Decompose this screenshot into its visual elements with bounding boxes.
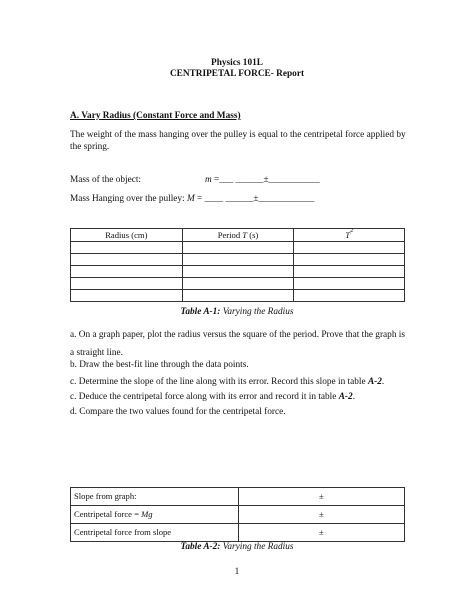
table-a1-caption: Table A-1: Varying the Radius (180, 307, 294, 317)
table-cell[interactable] (71, 242, 183, 254)
report-title: CENTRIPETAL FORCE- Report (169, 69, 305, 79)
header-period: Period T (s) (182, 229, 294, 242)
header-radius: Radius (cm) (71, 229, 183, 242)
centripetal-force-mg-value[interactable]: ± (238, 506, 404, 524)
table-cell[interactable] (294, 290, 405, 302)
centripetal-force-mg-label: Centripetal force = Mg (71, 506, 239, 524)
question-b: b. Draw the best-fit line through the data points. (70, 360, 249, 370)
header-period-squared: $T^2$ (294, 229, 405, 242)
table-cell[interactable] (182, 254, 294, 266)
table-cell[interactable] (182, 266, 294, 278)
table-row (71, 506, 405, 524)
table-row (71, 524, 405, 542)
table-row (71, 266, 405, 278)
mass-hanging-var: M (186, 194, 195, 204)
table-cell[interactable] (294, 278, 405, 290)
table-row (71, 488, 405, 506)
table-a1 (70, 228, 405, 302)
table-cell[interactable] (71, 266, 183, 278)
table-row (71, 278, 405, 290)
table-a2-caption: Table A-2: Varying the Radius (180, 542, 294, 552)
table-cell[interactable] (182, 290, 294, 302)
table-cell[interactable] (294, 254, 405, 266)
table-cell[interactable] (182, 242, 294, 254)
mass-hanging-field[interactable] (70, 194, 314, 206)
table-cell[interactable] (294, 242, 405, 254)
mass-hanging-blank: = ____ ______±____________ (194, 194, 315, 204)
question-d: c. Deduce the centripetal force along with its error and record it in table A-2. (70, 392, 356, 402)
table-cell[interactable] (182, 278, 294, 290)
mass-object-label: Mass of the object: (70, 175, 142, 185)
table-cell[interactable] (71, 290, 183, 302)
slope-value[interactable]: ± (238, 488, 404, 506)
section-a-title: A. Vary Radius (Constant Force and Mass) (70, 111, 241, 121)
table-cell[interactable] (71, 278, 183, 290)
page-number: 1 (234, 567, 240, 577)
question-e: d. Compare the two values found for the centripetal force. (70, 407, 286, 417)
table-row (71, 254, 405, 266)
course-title: Physics 101L (211, 58, 263, 68)
mass-object-var: m (205, 175, 212, 185)
table-a2 (70, 487, 405, 542)
slope-label: Slope from graph: (71, 488, 239, 506)
mass-hanging-label: Mass Hanging over the pulley: (70, 194, 187, 204)
centripetal-force-slope-label: Centripetal force from slope (71, 524, 239, 542)
mass-object-blank: =___ ______±___________ (211, 175, 320, 185)
question-a: a. On a graph paper, plot the radius versus the square of the period. Prove that the graph is a straight line. (70, 330, 405, 358)
section-a-intro: The weight of the mass hanging over the pulley is equal to the centripetal force applied by the spring. (70, 130, 406, 152)
question-c: c. Determine the slope of the line along with its error. Record this slope in table A-2. (70, 377, 385, 387)
table-cell[interactable] (71, 254, 183, 266)
centripetal-force-slope-value[interactable]: ± (238, 524, 404, 542)
table-cell[interactable] (294, 266, 405, 278)
table-row (71, 242, 405, 254)
mass-object-field[interactable] (205, 175, 320, 187)
table-row (71, 290, 405, 302)
table-a1-header-row (71, 229, 405, 242)
